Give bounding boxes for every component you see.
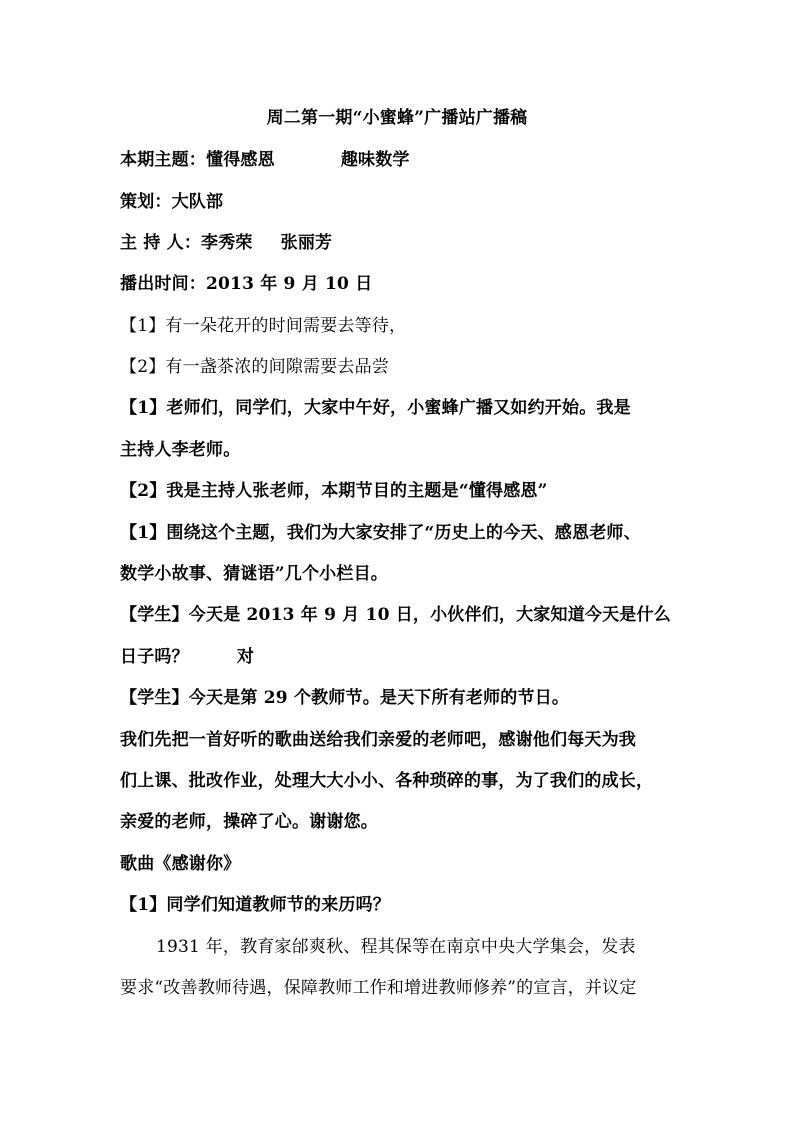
dialogue-line: 我们先把一首好听的歌曲送给我们亲爱的老师吧，感谢他们每天为我	[120, 730, 636, 750]
dialogue-line: 主持人李老师。	[120, 440, 241, 460]
dialogue-line: 【1】同学们知道教师节的来历吗？	[120, 895, 391, 915]
dialogue-line: 【1】有一朵花开的时间需要去等待，	[120, 316, 407, 336]
hosts-label: 主 持 人：李秀荣	[120, 233, 253, 253]
dialogue-line: 数学小故事、猜谜语”几个小栏目。	[120, 564, 388, 584]
dialogue-answer: 对	[236, 647, 255, 667]
dialogue-line: 亲爱的老师，操碎了心。谢谢您。	[120, 812, 378, 832]
hosts-second: 张丽芳	[280, 233, 333, 253]
hosts-line	[120, 233, 332, 253]
dialogue-line: 【学生】今天是第 29 个教师节。是天下所有老师的节日。	[120, 688, 570, 708]
dialogue-question: 日子吗？	[120, 647, 189, 667]
dialogue-line: 【1】围绕这个主题，我们为大家安排了“历史上的今天、感恩老师、	[120, 523, 641, 543]
dialogue-line: 【学生】今天是 2013 年 9 月 10 日，小伙伴们，大家知道今天是什么	[120, 605, 671, 625]
body-paragraph-line: 要求“改善教师待遇，保障教师工作和增进教师修养”的宣言，并议定	[120, 978, 637, 998]
air-time-line: 播出时间：2013 年 9 月 10 日	[120, 274, 373, 294]
theme-label: 本期主题：懂得感恩	[120, 150, 275, 170]
document-title: 周二第一期“小蜜蜂”广播站广播稿	[266, 108, 528, 128]
body-paragraph-line: 1931 年，教育家邰爽秋、程其保等在南京中央大学集会，发表	[156, 937, 636, 957]
dialogue-line: 【2】有一盏茶浓的间隙需要去品尝	[120, 357, 390, 377]
planner-line: 策划：大队部	[120, 192, 224, 212]
dialogue-line: 【1】老师们，同学们，大家中午好，小蜜蜂广播又如约开始。我是	[120, 398, 631, 418]
dialogue-line: 们上课、批改作业，处理大大小小、各种琐碎的事，为了我们的成长，	[120, 771, 654, 791]
theme-extra: 趣味数学	[340, 150, 410, 170]
theme-line	[120, 150, 410, 170]
dialogue-line	[120, 647, 254, 667]
song-line: 歌曲《感谢你》	[120, 854, 241, 874]
dialogue-line: 【2】我是主持人张老师，本期节目的主题是“懂得感恩”	[120, 481, 548, 501]
